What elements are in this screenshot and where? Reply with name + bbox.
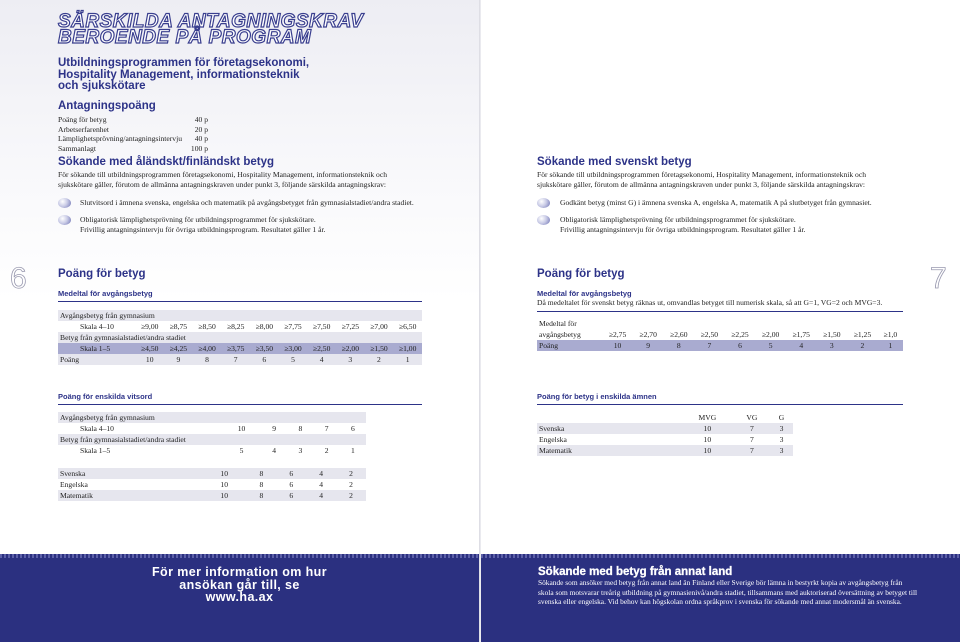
table-cell: Svenska: [58, 468, 202, 479]
table-cell: Skala 4–10: [58, 423, 222, 434]
table-cell: 4: [307, 354, 336, 365]
info-text: [0, 566, 479, 604]
table-row: [537, 329, 903, 340]
table-row: [58, 321, 422, 332]
points-list: [58, 115, 208, 153]
table-cell: avgångsbetyg: [537, 329, 602, 340]
page-number: 6: [10, 262, 27, 295]
divider: [537, 311, 903, 312]
table-cell: 2: [336, 479, 366, 490]
table-row: [537, 318, 903, 329]
table-cell: 1: [393, 354, 422, 365]
table-cell: 3: [770, 445, 793, 456]
table-cell: ≥1,50: [365, 343, 394, 354]
table-cell: 10: [135, 354, 164, 365]
table-cell: Betyg från gymnasialstadiet/andra stadiet: [58, 332, 422, 343]
table-cell: 3: [336, 354, 365, 365]
points-value: 40 p: [194, 134, 208, 144]
table-cell: ≥2,00: [336, 343, 365, 354]
table-row: [58, 343, 422, 354]
table-cell: Skala 4–10: [58, 321, 135, 332]
table-cell: 5: [222, 445, 261, 456]
banner-dots: [481, 554, 960, 558]
table-cell: 5: [279, 354, 308, 365]
table-cell: ≥7,50: [307, 321, 336, 332]
table-cell: ≥7,25: [336, 321, 365, 332]
table-cell: 10: [202, 490, 246, 501]
aland-bullet-1: Slutvitsord i ämnena svenska, engelska och matematik på avgångsbetyget från gymnasialstadiet/andra stadiet.: [80, 198, 414, 207]
table-cell: 6: [276, 490, 306, 501]
table-cell: Skala 1–5: [58, 445, 222, 456]
divider: [537, 404, 903, 405]
table-cell: ≥2,75: [602, 329, 633, 340]
table-cell: ≥4,25: [164, 343, 193, 354]
table-cell: Skala 1–5: [58, 343, 135, 354]
table-row: [58, 423, 366, 434]
table-cell: 2: [336, 468, 366, 479]
table-header: MVG: [681, 412, 734, 423]
table-cell: ≥3,00: [279, 343, 308, 354]
info-line-2: ansökan går till, se: [179, 577, 300, 592]
table-cell: 1: [878, 340, 903, 351]
grades-heading: Poäng för betyg: [537, 268, 625, 280]
table-cell: ≥8,00: [250, 321, 279, 332]
table-cell: 7: [694, 340, 725, 351]
grades-heading: Poäng för betyg: [58, 268, 146, 280]
table-cell: ≥2,00: [755, 329, 786, 340]
table-cell: [537, 412, 681, 423]
avg-heading: Medeltal för avgångsbetyg: [537, 289, 632, 298]
table-cell: 10: [602, 340, 633, 351]
table-cell: ≥1,50: [817, 329, 848, 340]
table-cell: ≥4,50: [135, 343, 164, 354]
title-line-1: SÄRSKILDA ANTAGNINGSKRAV: [58, 11, 364, 32]
single-table: [58, 412, 366, 456]
table-cell: 4: [306, 490, 336, 501]
table-cell: Poäng: [537, 340, 602, 351]
swe-bullet-2-line-1: Obligatorisk lämplighetsprövning för utbildningsprogrammet för sjukskötare.: [560, 215, 796, 224]
table-cell: 7: [734, 434, 770, 445]
table-cell: 3: [287, 445, 313, 456]
points-label: Sammanlagt: [58, 143, 96, 153]
bullet-icon: [58, 215, 71, 225]
table-cell: 7: [734, 445, 770, 456]
table-cell: Avgångsbetyg från gymnasium: [58, 310, 422, 321]
table-row: [58, 332, 422, 343]
table-cell: ≥1,75: [786, 329, 817, 340]
table-cell: 6: [340, 423, 366, 434]
right-page: [481, 0, 960, 642]
table-cell: 6: [276, 479, 306, 490]
table-cell: 7: [221, 354, 250, 365]
table-cell: ≥2,70: [633, 329, 664, 340]
table-cell: ≥4,00: [193, 343, 222, 354]
table-header: G: [770, 412, 793, 423]
table-cell: 3: [770, 434, 793, 445]
table-row: [58, 479, 366, 490]
avg-table: [537, 318, 903, 351]
table-cell: [602, 318, 903, 329]
table-row: [537, 412, 793, 423]
aland-bullet-2: [80, 215, 460, 234]
table-cell: 2: [365, 354, 394, 365]
table-cell: 5: [755, 340, 786, 351]
table-cell: 10: [202, 468, 246, 479]
table-cell: 4: [306, 479, 336, 490]
table-cell: 9: [633, 340, 664, 351]
table-cell: 4: [786, 340, 817, 351]
points-value: 40 p: [194, 115, 208, 124]
swe-intro: För sökande till utbildningsprogrammen företagsekonomi, Hospitality Management, informationsteknik och sjukskötare gäller, förutom de allmänna antagningskraven under punkt 3, följande särskilda antagningskrav:: [537, 170, 867, 189]
table-cell: 1: [340, 445, 366, 456]
table-cell: ≥1,00: [393, 343, 422, 354]
aland-intro: För sökande till utbildningsprogrammen företagsekonomi, Hospitality Management, informationsteknik och sjukskötare gäller, förutom de allmänna antagningskraven under punkt 3, följande särskilda antagningskrav:: [58, 170, 388, 189]
table-cell: Avgångsbetyg från gymnasium: [58, 412, 366, 423]
table-cell: 6: [725, 340, 756, 351]
aland-bullet-2-line-2: Frivillig antagningsintervju för övriga utbildningsprogram. Resultatet gäller 1 år.: [80, 224, 326, 234]
bullet-icon: [58, 198, 71, 208]
points-value: 100 p: [190, 143, 208, 153]
table-cell: 8: [193, 354, 222, 365]
single-heading: Poäng för enskilda vitsord: [58, 392, 153, 401]
points-row: [58, 125, 208, 135]
avg-text: Då medeltalet för svenskt betyg räknas ut, omvandlas betyget till numerisk skala, så att G=1, VG=2 och MVG=3.: [537, 298, 883, 307]
table-cell: 9: [164, 354, 193, 365]
aland-bullet-2-line-1: Obligatorisk lämplighetsprövning för utbildningsprogrammet för sjukskötare.: [80, 215, 316, 224]
points-label: Lämplighetsprövning/antagningsintervju: [58, 134, 183, 144]
table-cell: Svenska: [537, 423, 681, 434]
table-row: [58, 412, 366, 423]
table-cell: 8: [246, 479, 276, 490]
table-row: [58, 490, 366, 501]
avg-table: [58, 310, 422, 365]
table-cell: ≥2,25: [725, 329, 756, 340]
subject-table: [537, 412, 793, 456]
avg-heading: Medeltal för avgångsbetyg: [58, 289, 153, 298]
page-title: [58, 11, 364, 48]
table-cell: 4: [261, 445, 287, 456]
divider: [58, 404, 422, 405]
table-cell: ≥8,50: [193, 321, 222, 332]
points-row: [58, 144, 208, 154]
table-cell: 6: [250, 354, 279, 365]
points-value: 20 p: [194, 124, 208, 134]
table-cell: 4: [306, 468, 336, 479]
table-row: [58, 354, 422, 365]
table-row: [537, 340, 903, 351]
table-cell: Poäng: [58, 354, 135, 365]
table-cell: ≥8,75: [164, 321, 193, 332]
table-row: [58, 434, 366, 445]
page-number: 7: [930, 262, 947, 295]
program-line-2: Hospitality Management, informationsteknik: [58, 68, 300, 81]
table-cell: Engelska: [537, 434, 681, 445]
table-cell: 2: [336, 490, 366, 501]
table-row: [58, 310, 422, 321]
table-cell: 9: [261, 423, 287, 434]
table-cell: 10: [222, 423, 261, 434]
table-cell: 10: [681, 434, 734, 445]
table-cell: Medeltal för: [537, 318, 602, 329]
table-row: [537, 434, 793, 445]
program-heading: [58, 58, 309, 93]
divider: [58, 301, 422, 302]
points-row: [58, 115, 208, 125]
table-cell: ≥7,75: [279, 321, 308, 332]
table-cell: 8: [246, 490, 276, 501]
table-cell: 3: [770, 423, 793, 434]
table-cell: 3: [817, 340, 848, 351]
bullet-icon: [537, 198, 550, 208]
points-row: [58, 134, 208, 144]
table-header: VG: [734, 412, 770, 423]
table-cell: 6: [276, 468, 306, 479]
table-cell: 7: [734, 423, 770, 434]
points-label: Arbetserfarenhet: [58, 124, 110, 134]
table-cell: ≥6,50: [393, 321, 422, 332]
table-cell: 8: [663, 340, 694, 351]
swe-heading: Sökande med svenskt betyg: [537, 156, 692, 168]
table-cell: ≥9,00: [135, 321, 164, 332]
table-cell: 7: [313, 423, 339, 434]
table-cell: ≥1,0: [878, 329, 903, 340]
table-cell: 2: [313, 445, 339, 456]
table-cell: ≥2,60: [663, 329, 694, 340]
table-cell: 10: [681, 445, 734, 456]
single-heading: Poäng för betyg i enskilda ämnen: [537, 392, 657, 401]
swe-bullet-1: Godkänt betyg (minst G) i ämnena svenska A, engelska A, matematik A på slutbetyget från gymnasiet.: [560, 198, 872, 207]
points-label: Poäng för betyg: [58, 115, 107, 124]
table-cell: ≥3,75: [221, 343, 250, 354]
points-heading: Antagningspoäng: [58, 100, 156, 112]
title-line-2: BEROENDE PÅ PROGRAM: [58, 27, 312, 48]
program-line-3: och sjukskötare: [58, 80, 146, 92]
swe-bullet-2: [560, 215, 940, 234]
aland-heading: Sökande med åländskt/finländskt betyg: [58, 156, 274, 168]
table-row: [537, 445, 793, 456]
table-cell: ≥1,25: [847, 329, 878, 340]
swe-bullet-2-line-2: Frivillig antagningsintervju för övriga utbildningsprogram. Resultatet gäller 1 år.: [560, 224, 806, 234]
other-country-text: Sökande som ansöker med betyg från annat land än Finland eller Sverige bör lämna in bestyrkt kopia av avgångsbetyg från skola som motsvarar treårig utbildning på gymnasienivå/andra stadiet, tillsammans med auktoriserad översättning av betyget till svenska eller engelska. Vid behov kan högskolan ordna språkprov i svenska för sökande med annat modersmål än svenska.: [538, 578, 918, 607]
info-line-1: För mer information om hur: [152, 565, 327, 579]
table-cell: Betyg från gymnasialstadiet/andra stadiet: [58, 434, 366, 445]
table-cell: 8: [287, 423, 313, 434]
table-cell: 10: [681, 423, 734, 434]
table-row: [58, 468, 366, 479]
subject-table: [58, 468, 366, 501]
table-cell: ≥7,00: [365, 321, 394, 332]
bullet-icon: [537, 215, 550, 225]
table-cell: Matematik: [537, 445, 681, 456]
info-link[interactable]: www.ha.ax: [205, 590, 274, 604]
other-country-heading: Sökande med betyg från annat land: [538, 566, 733, 578]
table-cell: ≥2,50: [694, 329, 725, 340]
program-line-1: Utbildningsprogrammen för företagsekonomi,: [58, 57, 310, 69]
table-row: [537, 423, 793, 434]
table-row: [58, 445, 366, 456]
table-cell: ≥2,50: [307, 343, 336, 354]
banner-dots: [0, 554, 479, 558]
table-cell: 2: [847, 340, 878, 351]
table-cell: ≥3,50: [250, 343, 279, 354]
table-cell: 10: [202, 479, 246, 490]
table-cell: ≥8,25: [221, 321, 250, 332]
table-cell: Matematik: [58, 490, 202, 501]
table-cell: Engelska: [58, 479, 202, 490]
left-page: [0, 0, 479, 642]
table-cell: 8: [246, 468, 276, 479]
